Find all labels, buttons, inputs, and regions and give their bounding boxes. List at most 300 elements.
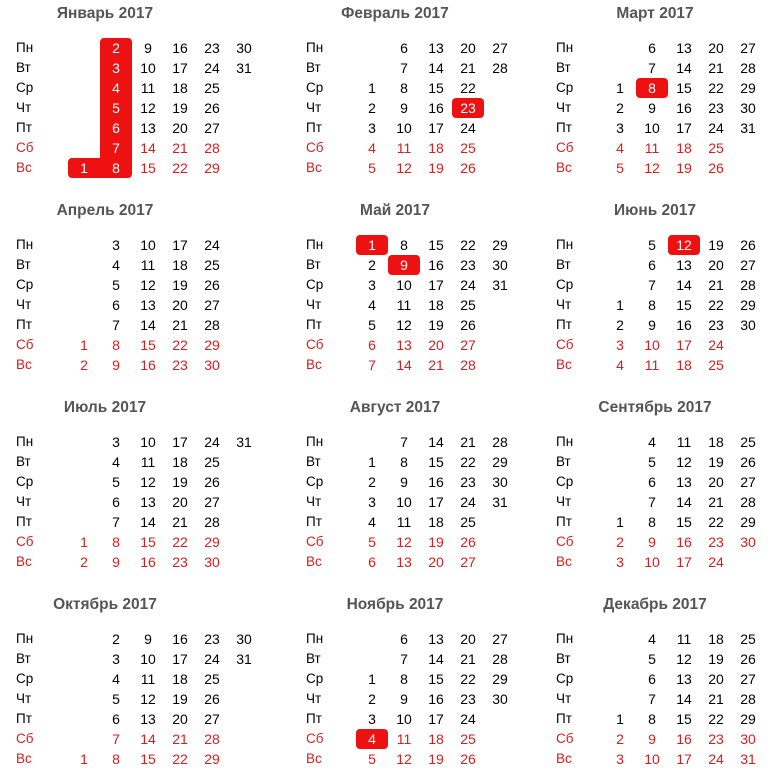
weekday-label: Пн bbox=[306, 40, 324, 55]
weekday-label: Вт bbox=[556, 454, 571, 469]
weekday-label: Ср bbox=[16, 277, 34, 292]
day-cell: 17 bbox=[676, 554, 692, 570]
day-cell: 4 bbox=[616, 140, 624, 156]
day-cell: 28 bbox=[204, 140, 220, 156]
weekday-row bbox=[540, 98, 780, 118]
day-cell: 4 bbox=[112, 257, 120, 273]
day-cell: 29 bbox=[204, 534, 220, 550]
day-cell: 4 bbox=[648, 631, 656, 647]
weekday-label: Вс bbox=[306, 554, 322, 569]
weekday-label: Сб bbox=[306, 337, 324, 352]
day-cell: 22 bbox=[172, 160, 188, 176]
weekday-row bbox=[0, 472, 240, 492]
day-cell: 21 bbox=[460, 434, 476, 450]
day-cell: 8 bbox=[648, 711, 656, 727]
day-cell: 30 bbox=[236, 631, 252, 647]
day-cell: 18 bbox=[676, 140, 692, 156]
day-cell: 21 bbox=[708, 60, 724, 76]
day-cell: 8 bbox=[112, 534, 120, 550]
weekday-row bbox=[290, 629, 530, 649]
day-cell: 1 bbox=[368, 80, 376, 96]
month-title: Январь 2017 bbox=[56, 5, 154, 22]
day-cell: 2 bbox=[368, 691, 376, 707]
day-cell: 7 bbox=[648, 494, 656, 510]
day-cell: 10 bbox=[140, 237, 156, 253]
day-cell: 13 bbox=[140, 711, 156, 727]
day-cell: 15 bbox=[140, 534, 156, 550]
day-cell: 14 bbox=[676, 60, 692, 76]
day-cell: 22 bbox=[708, 80, 724, 96]
day-cell: 28 bbox=[460, 357, 476, 373]
weekday-row bbox=[290, 158, 530, 178]
weekday-row bbox=[290, 492, 530, 512]
day-cell: 21 bbox=[172, 317, 188, 333]
day-cell: 5 bbox=[368, 317, 376, 333]
weekday-label: Вт bbox=[556, 651, 571, 666]
day-cell: 21 bbox=[172, 514, 188, 530]
day-cell: 17 bbox=[172, 434, 188, 450]
weekday-row bbox=[0, 355, 240, 375]
holiday-day: 8 bbox=[636, 78, 668, 98]
weekday-row bbox=[0, 235, 240, 255]
day-cell: 7 bbox=[400, 651, 408, 667]
weekday-row bbox=[540, 58, 780, 78]
day-cell: 22 bbox=[460, 454, 476, 470]
day-cell: 23 bbox=[708, 731, 724, 747]
month-1 bbox=[0, 0, 252, 190]
day-cell: 5 bbox=[648, 454, 656, 470]
weekday-row bbox=[540, 255, 780, 275]
day-cell: 27 bbox=[204, 494, 220, 510]
day-cell: 5 bbox=[648, 237, 656, 253]
day-cell: 12 bbox=[140, 100, 156, 116]
weekday-label: Вс bbox=[556, 554, 572, 569]
day-cell: 1 bbox=[368, 454, 376, 470]
day-cell: 23 bbox=[708, 534, 724, 550]
day-cell: 10 bbox=[644, 120, 660, 136]
day-cell: 6 bbox=[648, 671, 656, 687]
weekday-label: Сб bbox=[306, 731, 324, 746]
day-cell: 6 bbox=[112, 494, 120, 510]
day-cell: 13 bbox=[140, 494, 156, 510]
weekday-row bbox=[290, 649, 530, 669]
weekday-row bbox=[0, 138, 240, 158]
day-cell: 27 bbox=[740, 671, 756, 687]
weekday-label: Сб bbox=[16, 337, 34, 352]
day-cell: 25 bbox=[460, 140, 476, 156]
day-cell: 3 bbox=[616, 337, 624, 353]
day-cell: 2 bbox=[368, 257, 376, 273]
day-cell: 25 bbox=[204, 454, 220, 470]
day-cell: 17 bbox=[428, 711, 444, 727]
day-cell: 3 bbox=[368, 120, 376, 136]
weekday-label: Ср bbox=[16, 474, 34, 489]
weekday-label: Чт bbox=[16, 691, 32, 706]
day-cell: 4 bbox=[368, 514, 376, 530]
day-cell: 24 bbox=[708, 337, 724, 353]
day-cell: 20 bbox=[708, 40, 724, 56]
day-cell: 20 bbox=[708, 474, 724, 490]
day-cell: 29 bbox=[492, 237, 508, 253]
day-cell: 27 bbox=[740, 257, 756, 273]
weekday-label: Сб bbox=[16, 140, 34, 155]
day-cell: 10 bbox=[140, 60, 156, 76]
day-cell: 31 bbox=[740, 120, 756, 136]
day-cell: 17 bbox=[676, 751, 692, 767]
day-cell: 29 bbox=[740, 514, 756, 530]
day-cell: 9 bbox=[648, 534, 656, 550]
day-cell: 25 bbox=[460, 731, 476, 747]
day-cell: 26 bbox=[204, 691, 220, 707]
weekday-row bbox=[540, 709, 780, 729]
weekday-row bbox=[290, 472, 530, 492]
holiday-day: 8 bbox=[100, 158, 132, 178]
day-cell: 6 bbox=[400, 631, 408, 647]
weekday-row bbox=[540, 532, 780, 552]
weekday-row bbox=[290, 98, 530, 118]
day-cell: 19 bbox=[708, 651, 724, 667]
day-cell: 4 bbox=[616, 357, 624, 373]
day-cell: 3 bbox=[112, 434, 120, 450]
day-cell: 10 bbox=[140, 651, 156, 667]
day-cell: 28 bbox=[204, 317, 220, 333]
day-cell: 23 bbox=[460, 474, 476, 490]
day-cell: 7 bbox=[400, 434, 408, 450]
day-cell: 10 bbox=[396, 711, 412, 727]
weekday-row bbox=[540, 275, 780, 295]
day-cell: 5 bbox=[112, 277, 120, 293]
day-cell: 2 bbox=[616, 317, 624, 333]
day-cell: 8 bbox=[400, 237, 408, 253]
day-cell: 15 bbox=[428, 454, 444, 470]
day-cell: 29 bbox=[740, 80, 756, 96]
weekday-row bbox=[0, 709, 240, 729]
weekday-row bbox=[540, 689, 780, 709]
weekday-label: Пн bbox=[306, 631, 324, 646]
day-cell: 13 bbox=[140, 120, 156, 136]
weekday-row bbox=[540, 749, 780, 769]
weekday-label: Пт bbox=[556, 514, 572, 529]
day-cell: 10 bbox=[396, 120, 412, 136]
day-cell: 29 bbox=[740, 711, 756, 727]
weekday-row bbox=[540, 335, 780, 355]
day-cell: 19 bbox=[172, 691, 188, 707]
day-cell: 13 bbox=[676, 257, 692, 273]
weekday-label: Сб bbox=[16, 731, 34, 746]
day-cell: 21 bbox=[428, 357, 444, 373]
day-cell: 21 bbox=[460, 651, 476, 667]
day-cell: 11 bbox=[140, 454, 156, 470]
day-cell: 12 bbox=[396, 534, 412, 550]
weekday-label: Вс bbox=[556, 751, 572, 766]
day-cell: 28 bbox=[204, 731, 220, 747]
day-cell: 6 bbox=[368, 554, 376, 570]
day-cell: 10 bbox=[644, 554, 660, 570]
weekday-row bbox=[0, 512, 240, 532]
weekday-row bbox=[540, 295, 780, 315]
day-cell: 8 bbox=[400, 454, 408, 470]
day-cell: 22 bbox=[708, 297, 724, 313]
month-5 bbox=[290, 197, 530, 387]
day-cell: 15 bbox=[140, 337, 156, 353]
weekday-label: Пн bbox=[556, 40, 574, 55]
day-cell: 1 bbox=[80, 337, 88, 353]
day-cell: 26 bbox=[708, 160, 724, 176]
day-cell: 20 bbox=[428, 554, 444, 570]
day-cell: 28 bbox=[492, 434, 508, 450]
weekday-label: Пт bbox=[306, 317, 322, 332]
day-cell: 15 bbox=[428, 237, 444, 253]
weekday-row bbox=[540, 492, 780, 512]
day-cell: 17 bbox=[172, 60, 188, 76]
day-cell: 31 bbox=[492, 277, 508, 293]
weekday-label: Пт bbox=[306, 120, 322, 135]
weekday-label: Чт bbox=[556, 691, 572, 706]
weekday-label: Ср bbox=[306, 277, 324, 292]
month-title: Апрель 2017 bbox=[56, 202, 154, 219]
day-cell: 18 bbox=[428, 140, 444, 156]
weekday-label: Ср bbox=[556, 474, 574, 489]
weekday-label: Вс bbox=[16, 554, 32, 569]
day-cell: 26 bbox=[204, 100, 220, 116]
day-cell: 23 bbox=[708, 317, 724, 333]
day-cell: 3 bbox=[616, 120, 624, 136]
day-cell: 16 bbox=[676, 534, 692, 550]
day-cell: 7 bbox=[368, 357, 376, 373]
weekday-label: Чт bbox=[306, 100, 322, 115]
day-cell: 2 bbox=[616, 731, 624, 747]
day-cell: 16 bbox=[676, 100, 692, 116]
day-cell: 7 bbox=[400, 60, 408, 76]
weekday-row bbox=[540, 315, 780, 335]
weekday-row bbox=[0, 492, 240, 512]
day-cell: 30 bbox=[492, 474, 508, 490]
weekday-label: Пт bbox=[16, 317, 32, 332]
day-cell: 16 bbox=[428, 691, 444, 707]
day-cell: 25 bbox=[740, 434, 756, 450]
weekday-label: Пн bbox=[306, 237, 324, 252]
day-cell: 22 bbox=[708, 711, 724, 727]
day-cell: 16 bbox=[676, 731, 692, 747]
day-cell: 22 bbox=[172, 534, 188, 550]
day-cell: 13 bbox=[140, 297, 156, 313]
day-cell: 30 bbox=[740, 100, 756, 116]
weekday-label: Чт bbox=[556, 100, 572, 115]
day-cell: 11 bbox=[140, 80, 156, 96]
day-cell: 15 bbox=[140, 751, 156, 767]
day-cell: 24 bbox=[708, 120, 724, 136]
day-cell: 11 bbox=[396, 514, 412, 530]
day-cell: 30 bbox=[204, 554, 220, 570]
day-cell: 12 bbox=[396, 317, 412, 333]
day-cell: 13 bbox=[396, 554, 412, 570]
day-cell: 7 bbox=[648, 277, 656, 293]
day-cell: 25 bbox=[708, 357, 724, 373]
weekday-row bbox=[290, 532, 530, 552]
day-cell: 29 bbox=[204, 160, 220, 176]
day-cell: 15 bbox=[428, 671, 444, 687]
weekday-row bbox=[540, 629, 780, 649]
day-cell: 13 bbox=[676, 40, 692, 56]
weekday-row bbox=[0, 629, 252, 649]
day-cell: 17 bbox=[428, 494, 444, 510]
day-cell: 18 bbox=[708, 631, 724, 647]
holiday-day: 6 bbox=[100, 118, 132, 138]
day-cell: 17 bbox=[428, 277, 444, 293]
weekday-row bbox=[0, 749, 240, 769]
weekday-label: Вс bbox=[556, 160, 572, 175]
weekday-row bbox=[0, 98, 240, 118]
day-cell: 6 bbox=[112, 297, 120, 313]
day-cell: 25 bbox=[708, 140, 724, 156]
day-cell: 17 bbox=[676, 120, 692, 136]
weekday-row bbox=[290, 689, 530, 709]
weekday-row bbox=[540, 552, 780, 572]
day-cell: 5 bbox=[616, 160, 624, 176]
weekday-row bbox=[0, 729, 240, 749]
day-cell: 12 bbox=[140, 691, 156, 707]
weekday-label: Вс bbox=[306, 357, 322, 372]
day-cell: 2 bbox=[368, 474, 376, 490]
weekday-label: Сб bbox=[306, 140, 324, 155]
weekday-label: Пн bbox=[556, 434, 574, 449]
weekday-label: Вт bbox=[556, 60, 571, 75]
day-cell: 21 bbox=[708, 691, 724, 707]
day-cell: 30 bbox=[492, 691, 508, 707]
weekday-row bbox=[290, 709, 530, 729]
day-cell: 18 bbox=[172, 80, 188, 96]
weekday-label: Чт bbox=[306, 691, 322, 706]
weekday-label: Пт bbox=[556, 711, 572, 726]
day-cell: 24 bbox=[204, 434, 220, 450]
weekday-row bbox=[0, 58, 252, 78]
day-cell: 6 bbox=[400, 40, 408, 56]
day-cell: 7 bbox=[648, 60, 656, 76]
weekday-label: Пт bbox=[16, 120, 32, 135]
day-cell: 5 bbox=[112, 474, 120, 490]
weekday-row bbox=[540, 138, 780, 158]
day-cell: 30 bbox=[740, 731, 756, 747]
day-cell: 2 bbox=[616, 100, 624, 116]
weekday-row bbox=[0, 315, 240, 335]
day-cell: 16 bbox=[428, 474, 444, 490]
day-cell: 14 bbox=[396, 357, 412, 373]
weekday-row bbox=[290, 78, 530, 98]
day-cell: 23 bbox=[204, 631, 220, 647]
weekday-row bbox=[0, 38, 252, 58]
day-cell: 14 bbox=[428, 434, 444, 450]
weekday-row bbox=[0, 158, 240, 178]
weekday-label: Вс bbox=[16, 751, 32, 766]
day-cell: 19 bbox=[428, 534, 444, 550]
day-cell: 12 bbox=[396, 751, 412, 767]
weekday-row bbox=[540, 78, 780, 98]
weekday-label: Пт bbox=[306, 711, 322, 726]
day-cell: 24 bbox=[204, 237, 220, 253]
weekday-row bbox=[540, 38, 780, 58]
day-cell: 18 bbox=[428, 297, 444, 313]
weekday-row bbox=[540, 235, 780, 255]
month-title: Февраль 2017 bbox=[341, 5, 449, 22]
day-cell: 13 bbox=[428, 631, 444, 647]
day-cell: 23 bbox=[172, 357, 188, 373]
weekday-label: Чт bbox=[16, 297, 32, 312]
day-cell: 2 bbox=[80, 357, 88, 373]
day-cell: 8 bbox=[400, 671, 408, 687]
day-cell: 18 bbox=[172, 671, 188, 687]
weekday-row bbox=[540, 158, 780, 178]
day-cell: 13 bbox=[676, 671, 692, 687]
day-cell: 27 bbox=[740, 40, 756, 56]
weekday-row bbox=[0, 649, 252, 669]
day-cell: 22 bbox=[172, 751, 188, 767]
day-cell: 11 bbox=[396, 297, 412, 313]
weekday-label: Ср bbox=[306, 671, 324, 686]
weekday-row bbox=[290, 432, 530, 452]
day-cell: 26 bbox=[460, 160, 476, 176]
day-cell: 12 bbox=[140, 474, 156, 490]
day-cell: 16 bbox=[140, 357, 156, 373]
holiday-day: 12 bbox=[668, 235, 700, 255]
day-cell: 7 bbox=[648, 691, 656, 707]
day-cell: 21 bbox=[460, 60, 476, 76]
day-cell: 12 bbox=[676, 454, 692, 470]
day-cell: 29 bbox=[492, 454, 508, 470]
day-cell: 29 bbox=[204, 337, 220, 353]
day-cell: 7 bbox=[112, 731, 120, 747]
day-cell: 11 bbox=[644, 140, 660, 156]
day-cell: 20 bbox=[172, 494, 188, 510]
day-cell: 5 bbox=[112, 691, 120, 707]
month-6 bbox=[540, 197, 780, 387]
day-cell: 27 bbox=[460, 337, 476, 353]
day-cell: 25 bbox=[204, 80, 220, 96]
day-cell: 11 bbox=[140, 671, 156, 687]
day-cell: 14 bbox=[140, 514, 156, 530]
day-cell: 19 bbox=[428, 160, 444, 176]
day-cell: 30 bbox=[204, 357, 220, 373]
weekday-label: Чт bbox=[16, 100, 32, 115]
day-cell: 27 bbox=[492, 631, 508, 647]
weekday-row bbox=[540, 452, 780, 472]
month-title: Июнь 2017 bbox=[613, 202, 697, 219]
day-cell: 4 bbox=[368, 140, 376, 156]
day-cell: 19 bbox=[172, 474, 188, 490]
weekday-row bbox=[0, 335, 240, 355]
weekday-label: Пн bbox=[16, 631, 34, 646]
day-cell: 14 bbox=[140, 731, 156, 747]
weekday-label: Пн bbox=[556, 631, 574, 646]
holiday-day: 4 bbox=[356, 729, 388, 749]
day-cell: 2 bbox=[112, 631, 120, 647]
day-cell: 17 bbox=[428, 120, 444, 136]
day-cell: 18 bbox=[428, 514, 444, 530]
weekday-row bbox=[290, 295, 530, 315]
day-cell: 28 bbox=[740, 277, 756, 293]
day-cell: 5 bbox=[368, 751, 376, 767]
day-cell: 24 bbox=[460, 494, 476, 510]
holiday-day: 23 bbox=[452, 98, 484, 118]
month-4 bbox=[0, 197, 240, 387]
day-cell: 9 bbox=[144, 40, 152, 56]
day-cell: 12 bbox=[396, 160, 412, 176]
day-cell: 14 bbox=[676, 494, 692, 510]
weekday-label: Ср bbox=[306, 80, 324, 95]
weekday-row bbox=[0, 532, 240, 552]
day-cell: 18 bbox=[708, 434, 724, 450]
day-cell: 27 bbox=[204, 120, 220, 136]
day-cell: 4 bbox=[648, 434, 656, 450]
